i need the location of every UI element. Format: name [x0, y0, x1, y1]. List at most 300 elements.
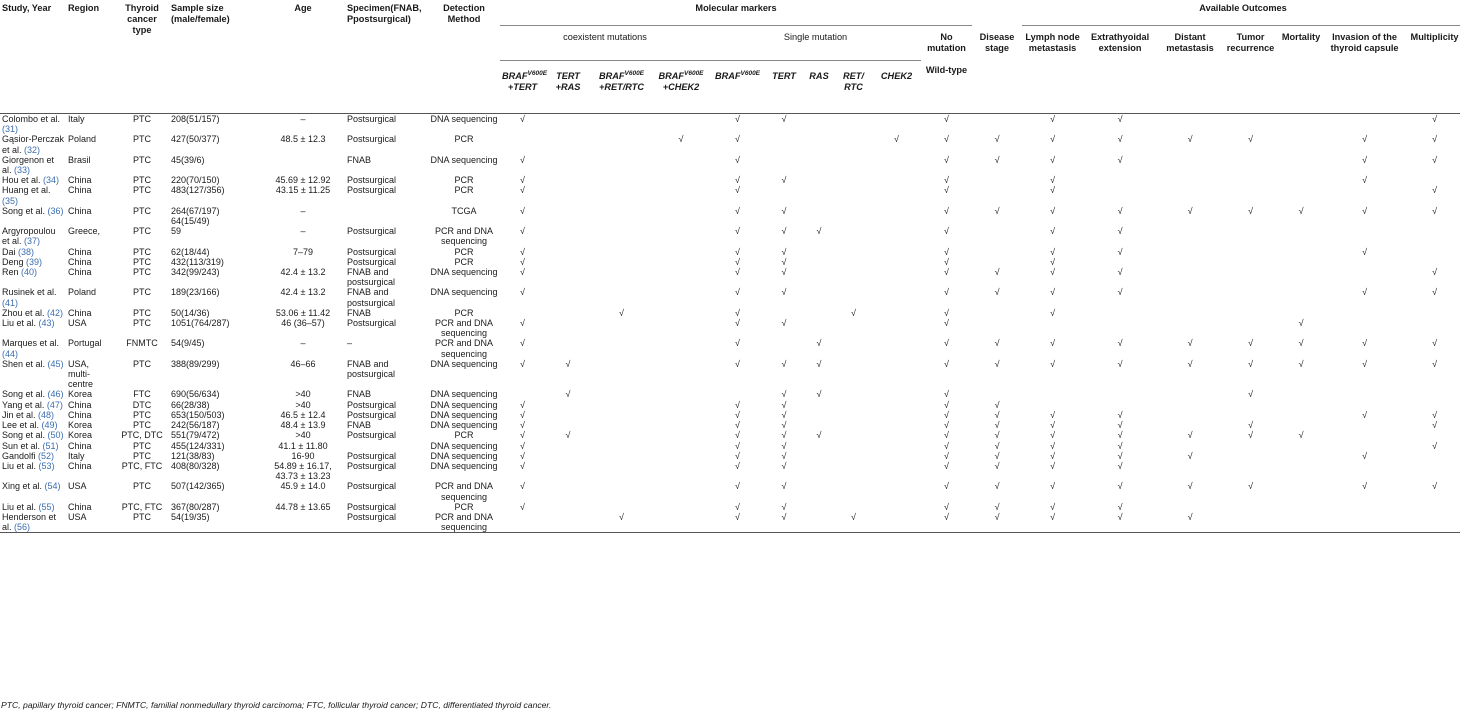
cell-o5	[1223, 400, 1278, 410]
cell-type: PTC, DTC	[121, 430, 163, 441]
cell-wt: √	[944, 450, 949, 461]
cell-c3	[591, 502, 652, 512]
cell-age: –	[300, 338, 306, 349]
col-recur: Tumor recurrence	[1223, 26, 1278, 114]
cell-s4	[835, 400, 872, 410]
cell-c4	[652, 420, 710, 430]
cell-s2: √	[781, 175, 787, 186]
table-row	[0, 226, 1460, 246]
cell-method: DNA sequencing	[430, 440, 498, 451]
cell-c3	[591, 441, 652, 451]
reference-link[interactable]: (45)	[47, 358, 64, 369]
cell-o2: √	[1050, 430, 1056, 441]
col-tert-ras: TERT +RAS	[545, 61, 591, 114]
study-name: Rusinek et al.	[2, 287, 57, 298]
cell-specimen: Postsurgical	[347, 134, 397, 145]
cell-s2: √	[781, 409, 787, 420]
study-name: Song et al.	[2, 430, 48, 441]
cell-age: 45.69 ± 12.92	[275, 175, 331, 186]
cell-s1: √	[735, 256, 740, 267]
cell-study	[0, 461, 66, 481]
cell-method: PCR and DNA sequencing	[434, 318, 494, 339]
cell-c4	[652, 400, 710, 410]
cell-c2	[545, 318, 591, 338]
table-row	[0, 502, 1460, 512]
cell-type: PTC	[133, 134, 151, 145]
col-braf-chek2: $BRAF^{V600E}$ +CHEK2	[652, 61, 710, 114]
cell-s5	[872, 206, 921, 226]
cell-o3: √	[1117, 430, 1123, 441]
cell-s4	[835, 481, 872, 501]
cell-s3	[803, 441, 835, 451]
reference-link[interactable]: (43)	[38, 318, 55, 329]
cell-type: FTC	[133, 389, 151, 400]
cell-region: China	[68, 460, 92, 471]
cell-s2: √	[781, 420, 787, 431]
cell-s2: √	[781, 358, 787, 369]
cell-o4	[1157, 287, 1223, 307]
cell-specimen: Postsurgical	[347, 318, 397, 329]
cell-c3	[591, 175, 652, 185]
cell-o5	[1223, 267, 1278, 287]
col-method: Detection Method	[428, 3, 500, 114]
cell-o4: √	[1187, 481, 1193, 492]
cell-region: Poland	[68, 287, 97, 298]
cell-specimen: FNAB and postsurgical	[347, 267, 396, 288]
table-row	[0, 359, 1460, 390]
reference-link[interactable]: (36)	[47, 205, 64, 216]
cell-o8: √	[1432, 440, 1438, 451]
cell-age: 53.06 ± 11.42	[275, 307, 331, 318]
reference-link[interactable]: (53)	[38, 460, 55, 471]
cell-o5	[1223, 512, 1278, 533]
cell-o8: √	[1432, 358, 1438, 369]
cell-type: PTC	[133, 358, 151, 369]
cell-c1: √	[520, 358, 525, 369]
reference-link[interactable]: (34)	[43, 175, 60, 186]
cell-study	[0, 481, 66, 501]
cell-s3	[803, 481, 835, 501]
cell-o1: √	[994, 420, 1000, 431]
col-single: Single mutation	[710, 26, 921, 61]
cell-o4: √	[1187, 338, 1193, 349]
cell-c1	[500, 389, 545, 399]
cell-s2: √	[781, 256, 787, 267]
cell-o3: √	[1117, 440, 1123, 451]
cell-s4	[835, 257, 872, 267]
cell-o7	[1324, 318, 1405, 338]
cell-c2: √	[565, 389, 571, 400]
cell-o1: √	[994, 287, 1000, 298]
cell-study	[0, 155, 66, 175]
cell-type: PTC	[133, 318, 151, 329]
cell-o1: √	[994, 430, 1000, 441]
cell-o7: √	[1362, 154, 1368, 165]
cell-s4	[835, 175, 872, 185]
cell-sample: 455(124/331)	[171, 440, 225, 451]
study-name: Liu et al.	[2, 318, 39, 329]
cell-o1: √	[994, 450, 1000, 461]
reference-link[interactable]: (52)	[38, 450, 55, 461]
cell-s5	[872, 267, 921, 287]
reference-link[interactable]: (48)	[38, 409, 55, 420]
col-braf: $BRAF^{V600E}$	[710, 61, 765, 114]
cell-s3	[803, 155, 835, 175]
cell-s3	[803, 185, 835, 205]
cell-c1: √	[520, 430, 525, 441]
cell-o6	[1278, 410, 1324, 420]
cell-s5	[872, 461, 921, 481]
cell-o4	[1157, 175, 1223, 185]
cell-s2: √	[781, 267, 787, 278]
cell-s5	[872, 481, 921, 501]
cell-o7: √	[1362, 358, 1368, 369]
cell-o1	[972, 114, 1022, 135]
reference-link[interactable]: (35)	[2, 195, 19, 206]
cell-o1: √	[994, 460, 1000, 471]
cell-o8	[1405, 400, 1460, 410]
col-lymph: Lymph node metastasis	[1022, 26, 1083, 114]
reference-link[interactable]: (33)	[14, 165, 31, 176]
cell-study	[0, 410, 66, 420]
cell-type: PTC	[133, 175, 151, 186]
cell-o8	[1405, 226, 1460, 246]
cell-o7	[1324, 430, 1405, 440]
cell-s2: √	[781, 481, 787, 492]
cell-o8: √	[1432, 420, 1438, 431]
cell-wt: √	[944, 154, 949, 165]
cell-type: PTC	[133, 307, 151, 318]
cell-c3	[591, 389, 652, 399]
table-row	[0, 308, 1460, 318]
reference-link[interactable]: (38)	[18, 246, 35, 257]
cell-s1: √	[735, 460, 740, 471]
cell-o6	[1278, 441, 1324, 451]
cell-o6	[1278, 481, 1324, 501]
cell-s5	[872, 389, 921, 399]
cell-c3	[591, 226, 652, 246]
cell-o7	[1324, 502, 1405, 512]
cell-s3: √	[816, 430, 822, 441]
cell-o1: √	[994, 205, 1000, 216]
reference-link[interactable]: (44)	[2, 348, 19, 359]
table-row	[0, 185, 1460, 205]
cell-o6	[1278, 247, 1324, 257]
cell-o3	[1083, 175, 1157, 185]
cell-type: PTC	[133, 205, 151, 216]
cell-c4	[652, 175, 710, 185]
cell-o3	[1083, 257, 1157, 267]
cell-s2	[765, 185, 803, 205]
cell-c4	[652, 338, 710, 358]
cell-study	[0, 134, 66, 154]
cell-s2: √	[781, 205, 787, 216]
study-name: Marques et al.	[2, 338, 60, 349]
cell-s5	[872, 226, 921, 246]
cell-s5	[872, 502, 921, 512]
cell-o8: √	[1432, 185, 1438, 196]
cell-wt: √	[944, 287, 949, 298]
cell-o8	[1405, 461, 1460, 481]
cell-o3: √	[1117, 154, 1123, 165]
cell-age: 46.5 ± 12.4	[280, 409, 326, 420]
reference-link[interactable]: (47)	[46, 399, 63, 410]
cell-s3: √	[816, 226, 822, 237]
cell-c2: √	[565, 430, 571, 441]
cell-c4	[652, 114, 710, 135]
cell-c2	[545, 502, 591, 512]
reference-link[interactable]: (41)	[2, 297, 19, 308]
reference-link[interactable]: (37)	[24, 236, 41, 247]
cell-o3: √	[1117, 420, 1123, 431]
cell-o8: √	[1432, 287, 1438, 298]
cell-o5	[1223, 461, 1278, 481]
cell-o1	[972, 185, 1022, 205]
cell-s3	[803, 287, 835, 307]
col-molecular: Molecular markers	[500, 3, 972, 26]
cell-o4	[1157, 185, 1223, 205]
cell-sample: 208(51/157)	[171, 114, 220, 124]
cell-s2	[765, 155, 803, 175]
cell-method: PCR and DNA sequencing	[434, 511, 494, 533]
cell-o2: √	[1050, 114, 1056, 124]
cell-method: PCR	[454, 256, 474, 267]
cell-type: PTC	[133, 420, 151, 431]
cell-s5	[872, 441, 921, 451]
cell-s2: √	[781, 460, 787, 471]
cell-c2	[545, 481, 591, 501]
cell-o6	[1278, 502, 1324, 512]
cell-s3	[803, 410, 835, 420]
reference-link[interactable]: (49)	[41, 420, 58, 431]
cell-c1	[500, 308, 545, 318]
reference-link[interactable]: (40)	[21, 267, 38, 278]
cell-o8	[1405, 389, 1460, 399]
cell-o3: √	[1117, 481, 1123, 492]
col-sample: Sample size (male/female)	[169, 3, 261, 114]
cell-o8	[1405, 247, 1460, 257]
cell-s4	[835, 451, 872, 461]
cell-s5	[872, 420, 921, 430]
table-row	[0, 430, 1460, 440]
cell-region: China	[68, 399, 92, 410]
cell-o3	[1083, 389, 1157, 399]
cell-s4	[835, 410, 872, 420]
cell-o7	[1324, 226, 1405, 246]
col-tert: TERT	[765, 61, 803, 114]
cell-s5	[872, 338, 921, 358]
cell-type: FNMTC	[126, 338, 158, 349]
cell-o8	[1405, 430, 1460, 440]
cell-c2	[545, 175, 591, 185]
cell-c3: √	[619, 307, 624, 318]
cell-wt: √	[944, 246, 949, 257]
cell-c3	[591, 134, 652, 154]
cell-region: USA	[68, 481, 87, 492]
cell-age	[261, 155, 345, 175]
cell-c1: √	[520, 256, 525, 267]
cell-s2: √	[781, 318, 787, 329]
cell-s1: √	[735, 511, 740, 522]
cell-o6	[1278, 257, 1324, 267]
cell-o3: √	[1117, 358, 1123, 369]
cell-s3	[803, 308, 835, 318]
cell-method: PCR	[454, 175, 474, 186]
cell-o5	[1223, 226, 1278, 246]
cell-age: 7–79	[292, 246, 314, 257]
cell-study	[0, 267, 66, 287]
reference-link[interactable]: (55)	[38, 501, 55, 512]
cell-sample: 54(9/45)	[171, 338, 205, 349]
cell-c4	[652, 267, 710, 287]
cell-o2: √	[1050, 358, 1056, 369]
cell-c2	[545, 338, 591, 358]
cell-o2: √	[1050, 511, 1056, 522]
reference-link[interactable]: (54)	[44, 481, 61, 492]
cell-s4	[835, 420, 872, 430]
cell-age: 48.4 ± 13.9	[280, 420, 326, 431]
table-row	[0, 247, 1460, 257]
cell-c1: √	[520, 318, 525, 329]
cell-c4	[652, 257, 710, 267]
cell-wt: √	[944, 430, 949, 441]
cell-age: –	[300, 114, 306, 124]
cell-c1: √	[520, 287, 525, 298]
cell-region: Brasil	[68, 154, 91, 165]
cell-o8: √	[1432, 409, 1438, 420]
cell-c1: √	[520, 246, 525, 257]
cell-s3: √	[816, 358, 822, 369]
cell-o2	[1022, 318, 1083, 338]
cell-wt: √	[944, 481, 949, 492]
cell-region: USA	[68, 318, 87, 329]
cell-c3	[591, 155, 652, 175]
reference-link[interactable]: (56)	[14, 522, 31, 533]
cell-sample: 653(150/503)	[171, 409, 225, 420]
cell-s4	[835, 114, 872, 135]
cell-o5: √	[1248, 358, 1254, 369]
study-name: Xing et al.	[2, 481, 45, 492]
cell-o7: √	[1362, 134, 1368, 145]
cell-age: 43.15 ± 11.25	[275, 185, 331, 196]
cell-o7	[1324, 185, 1405, 205]
cell-s5	[872, 247, 921, 257]
cell-c4	[652, 318, 710, 338]
cell-s1: √	[735, 185, 740, 196]
cell-wt: √	[944, 399, 949, 410]
cell-study	[0, 206, 66, 226]
cell-region: Korea	[68, 389, 93, 400]
cell-o3: √	[1117, 450, 1123, 461]
cell-o8	[1405, 257, 1460, 267]
cell-o7: √	[1362, 175, 1368, 186]
study-name: Sun et al.	[2, 440, 43, 451]
cell-o4	[1157, 318, 1223, 338]
reference-link[interactable]: (32)	[24, 144, 41, 155]
cell-s2	[765, 308, 803, 318]
cell-method: DNA sequencing	[430, 389, 498, 400]
col-ret: RET/ RTC	[835, 61, 872, 114]
reference-link[interactable]: (51)	[42, 440, 59, 451]
reference-link[interactable]: (50)	[47, 430, 64, 441]
cell-s5	[872, 430, 921, 440]
cell-study	[0, 420, 66, 430]
cell-sample: 1051(764/287)	[171, 318, 230, 329]
reference-link[interactable]: (42)	[47, 307, 64, 318]
cell-method: DNA sequencing	[430, 420, 498, 431]
cell-c1	[500, 134, 545, 154]
cell-o1	[972, 226, 1022, 246]
cell-method: DNA sequencing	[430, 409, 498, 420]
table-row	[0, 461, 1460, 481]
study-name: Liu et al.	[2, 460, 39, 471]
cell-method: PCR and DNA sequencing	[434, 338, 494, 359]
cell-o8: √	[1432, 154, 1438, 165]
cell-sample: 483(127/356)	[171, 185, 225, 196]
cell-o5	[1223, 175, 1278, 185]
cell-o5	[1223, 308, 1278, 318]
cell-method: DNA sequencing	[430, 358, 498, 369]
cell-o6	[1278, 389, 1324, 399]
cell-s4: √	[851, 307, 856, 318]
cell-type: PTC	[133, 450, 151, 461]
cell-region: Italy	[68, 450, 85, 461]
col-distant: Distant metastasis	[1157, 26, 1223, 114]
cell-o2: √	[1050, 460, 1056, 471]
cell-s2: √	[781, 287, 787, 298]
cell-method: DNA sequencing	[430, 399, 498, 410]
cell-s4: √	[851, 511, 856, 522]
table-row	[0, 441, 1460, 451]
cell-s3: √	[816, 338, 822, 349]
reference-link[interactable]: (31)	[2, 124, 19, 135]
cell-o1	[972, 389, 1022, 399]
cell-wt: √	[944, 358, 949, 369]
cell-method: TCGA	[451, 205, 477, 216]
col-no-mutation: No mutation	[927, 32, 966, 53]
study-name: Henderson et al.	[2, 511, 57, 533]
reference-link[interactable]: (39)	[26, 256, 43, 267]
cell-specimen	[345, 206, 428, 226]
reference-link[interactable]: (46)	[47, 389, 64, 400]
cell-o4	[1157, 308, 1223, 318]
cell-c1: √	[520, 175, 525, 186]
cell-specimen: Postsurgical	[347, 226, 397, 237]
cell-wt: √	[944, 389, 949, 400]
cell-o7	[1324, 114, 1405, 135]
cell-o5: √	[1248, 134, 1254, 145]
col-age: Age	[261, 3, 345, 114]
cell-c4	[652, 206, 710, 226]
cell-age: 54.89 ± 16.17, 43.73 ± 13.23	[274, 460, 332, 482]
cell-specimen: FNAB	[347, 307, 372, 318]
cell-o5	[1223, 185, 1278, 205]
cell-o4	[1157, 114, 1223, 135]
cell-s3	[803, 420, 835, 430]
cell-s3	[803, 318, 835, 338]
cell-type: PTC	[133, 481, 151, 492]
cell-sample: 427(50/377)	[171, 134, 220, 145]
cell-age: 46 (36–57)	[281, 318, 325, 329]
cell-c2	[545, 410, 591, 420]
cell-study	[0, 389, 66, 399]
cell-age: >40	[295, 389, 311, 400]
cell-s1: √	[735, 205, 740, 216]
cell-sample: 121(38/83)	[171, 450, 215, 461]
cell-o1: √	[994, 154, 1000, 165]
cell-study	[0, 308, 66, 318]
cell-o8	[1405, 451, 1460, 461]
